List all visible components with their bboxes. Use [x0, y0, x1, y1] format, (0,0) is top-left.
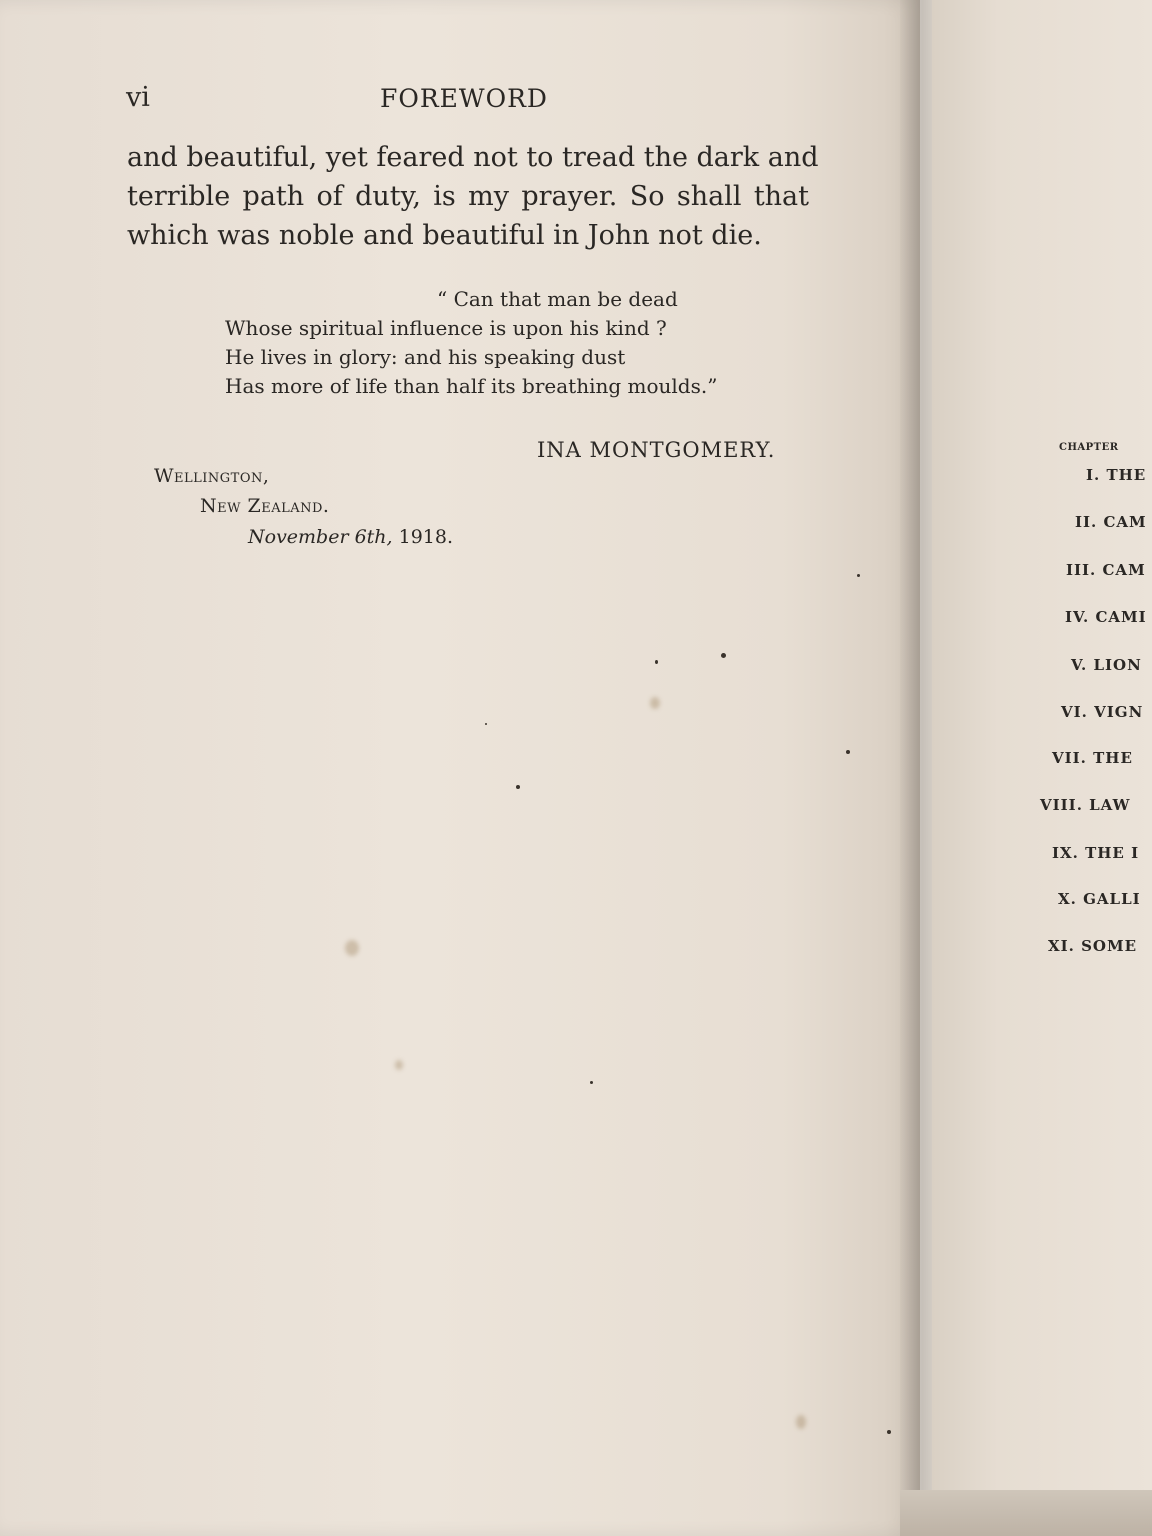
toc-entry: V. LION [1071, 656, 1142, 674]
toc-entry: IV. CAMI [1065, 608, 1147, 626]
paragraph-line: which was noble and beautiful in John not die. [127, 220, 762, 251]
verse-quote [225, 285, 717, 401]
paragraph-line: and beautiful, yet feared not to tread the dark and [127, 142, 819, 173]
right-page [932, 0, 1152, 1536]
paper-speck [516, 785, 520, 789]
toc-entry: VIII. LAW [1040, 796, 1131, 814]
toc-entry: VII. THE [1052, 749, 1133, 767]
date-day: November 6th, [248, 526, 393, 548]
chapter-heading: CHAPTER [1059, 442, 1119, 453]
paper-stain [345, 940, 359, 956]
paper-speck [857, 574, 860, 577]
quote-line: He lives in glory: and his speaking dust [225, 345, 626, 369]
place-city: Wellington, [154, 465, 270, 487]
toc-entry: III. CAM [1066, 561, 1146, 579]
foreword-paragraph [127, 138, 817, 255]
paper-speck [485, 723, 487, 725]
paper-speck [721, 653, 726, 658]
toc-entry: II. CAM [1075, 513, 1147, 531]
paper-stain [395, 1060, 403, 1070]
page-edge [900, 1490, 1152, 1536]
date-year: 1918. [392, 526, 454, 548]
paper-speck [590, 1081, 593, 1084]
toc-entry: I. THE [1086, 466, 1147, 484]
toc-entry: X. GALLI [1058, 890, 1141, 908]
paragraph-line: terrible path of duty, is my prayer. So shall that [127, 181, 809, 212]
date-line [248, 526, 453, 548]
paper-stain [796, 1415, 806, 1429]
toc-entry: XI. SOME [1048, 937, 1138, 955]
place-country: New Zealand. [200, 495, 330, 517]
quote-line: Whose spiritual influence is upon his kind ? [225, 316, 667, 340]
page-number: vi [126, 82, 150, 113]
running-head: FOREWORD [380, 84, 548, 113]
quote-line: Has more of life than half its breathing moulds.” [225, 374, 718, 398]
paper-speck [887, 1430, 891, 1434]
paper-speck [655, 660, 658, 664]
toc-entry: VI. VIGN [1061, 703, 1144, 721]
toc-entry: IX. THE I [1052, 844, 1140, 862]
paper-stain [650, 697, 660, 709]
quote-line: “ Can that man be dead [437, 287, 678, 311]
paper-speck [846, 750, 850, 754]
author-signature: INA MONTGOMERY. [537, 438, 776, 462]
